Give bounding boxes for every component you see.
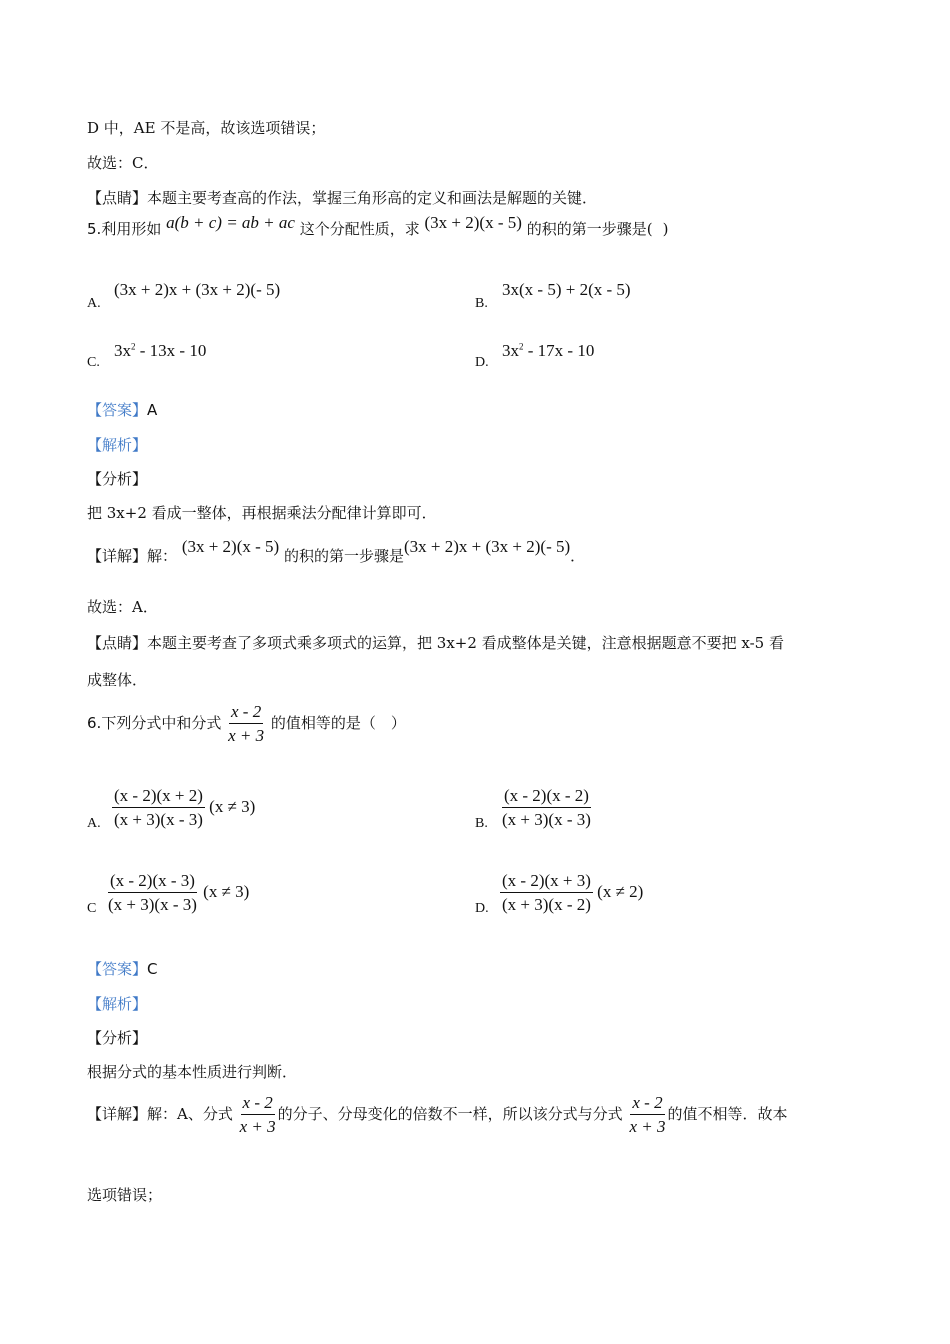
fraction-denominator: x + 3: [239, 1117, 276, 1136]
q6-option-c-fraction: [106, 871, 199, 915]
fraction-numerator: (x - 2)(x + 3): [500, 871, 593, 893]
q6-option-b: [500, 786, 593, 830]
line-d-option-wrong: D 中，AE 不是高，故该选项错误；: [87, 119, 326, 137]
q6-text-1: 下列分式中和分式: [101, 714, 222, 732]
fraction-numerator: (x - 2)(x - 3): [108, 871, 197, 893]
question-number: 6.: [87, 714, 102, 732]
detail-text-2: 的积的第一步骤是: [284, 547, 405, 565]
detail-tag: 【详解】: [87, 1105, 148, 1123]
line-choose-c: 故选：C．: [87, 154, 159, 172]
answer-tag: 【答案】: [87, 960, 148, 978]
q6-option-d: [500, 871, 643, 915]
fraction-denominator: x + 3: [629, 1117, 666, 1136]
detail-fraction-2: [627, 1093, 667, 1137]
q5-analysis-tag: 【解析】: [87, 436, 148, 454]
q6-option-a-fraction: [112, 786, 205, 830]
question-6-stem: [87, 702, 406, 746]
fraction-denominator: (x + 3)(x - 3): [108, 895, 197, 914]
q5-option-b-label: B.: [475, 296, 488, 311]
q5-dianjing-line1: 【点睛】本题主要考查了多项式乘多项式的运算，把 3x+2 看成整体是关键，注意根据题意不要把 x-5 看: [87, 634, 784, 652]
detail-text-3: 的值不相等．故本: [667, 1105, 788, 1123]
detail-text-1: 解：: [147, 547, 178, 565]
q5-choose: 故选：A．: [87, 598, 158, 616]
fraction-denominator: (x + 3)(x - 3): [502, 810, 591, 829]
fraction-numerator: x - 2: [241, 1093, 275, 1115]
q5-detail: [87, 537, 586, 566]
q5-option-c-expr: [114, 341, 206, 361]
q5-option-d-base: 3x: [502, 341, 519, 360]
q5-fenxi-tag: 【分析】: [87, 470, 148, 488]
q6-option-c-label: C: [87, 901, 97, 916]
q6-option-c-condition: (x ≠ 3): [203, 881, 250, 901]
detail-expr-2: (3x + 2)x + (3x + 2)(- 5): [404, 537, 571, 556]
q6-detail-line2: 选项错误；: [87, 1186, 163, 1204]
q6-detail: [87, 1093, 788, 1137]
q5-text-1: 利用形如: [101, 220, 162, 238]
q5-text-2: 这个分配性质，求: [299, 220, 420, 238]
question-5-stem: [87, 213, 669, 239]
q6-option-d-condition: (x ≠ 2): [597, 881, 644, 901]
q5-text-4: ): [662, 220, 669, 238]
q5-option-c-rest: - 13x - 10: [135, 341, 207, 360]
q5-option-b-expr: 3x(x - 5) + 2(x - 5): [502, 280, 631, 299]
answer-tag: 【答案】: [87, 401, 148, 419]
q6-option-a: [112, 786, 255, 830]
q6-option-d-label: D.: [475, 901, 489, 916]
q6-option-a-condition: (x ≠ 3): [209, 796, 256, 816]
q6-fenxi-tag: 【分析】: [87, 1029, 148, 1047]
q6-analysis-tag: 【解析】: [87, 995, 148, 1013]
fraction-numerator: x - 2: [229, 702, 263, 724]
q6-option-b-fraction: [500, 786, 593, 830]
question-number: 5.: [87, 220, 102, 238]
fraction-numerator: x - 2: [630, 1093, 664, 1115]
q5-option-c-base: 3x: [114, 341, 131, 360]
q6-fenxi-text: 根据分式的基本性质进行判断．: [87, 1063, 298, 1081]
q5-fenxi-text: 把 3x+2 看成一整体，再根据乘法分配律计算即可．: [87, 504, 437, 522]
fraction-denominator: x + 3: [228, 726, 265, 745]
detail-fraction-1: [238, 1093, 278, 1137]
q5-option-a-label: A.: [87, 296, 101, 311]
q6-answer: [87, 958, 158, 979]
answer-value: C: [147, 960, 158, 978]
line-dianjing-q4: 【点睛】本题主要考查高的作法，掌握三角形高的定义和画法是解题的关键．: [87, 189, 598, 207]
fraction-denominator: (x + 3)(x - 3): [114, 810, 203, 829]
q6-option-b-label: B.: [475, 816, 488, 831]
q5-text-3: 的积的第一步骤是(: [526, 220, 653, 238]
detail-expr-1: (3x + 2)(x - 5): [181, 537, 280, 556]
detail-text-2: 的分子、分母变化的倍数不一样，所以该分式与分式: [277, 1105, 623, 1123]
q6-text-2: 的值相等的是（ ）: [270, 714, 406, 732]
fraction-numerator: (x - 2)(x - 2): [502, 786, 591, 808]
q5-option-d-exponent: 2: [519, 341, 524, 352]
q5-option-d-label: D.: [475, 355, 489, 370]
q6-fraction: [226, 702, 266, 746]
fraction-numerator: (x - 2)(x + 2): [112, 786, 205, 808]
detail-text-1: 解：A、分式: [147, 1105, 233, 1123]
q5-option-c-label: C.: [87, 355, 100, 370]
q5-formula: a(b + c) = ab + ac: [166, 213, 295, 232]
q5-expression: (3x + 2)(x - 5): [424, 213, 522, 232]
q5-option-c-exponent: 2: [131, 341, 136, 352]
q5-dianjing-line2: 成整体．: [87, 671, 148, 689]
q6-option-c: [106, 871, 249, 915]
detail-tag: 【详解】: [87, 547, 148, 565]
q6-option-d-fraction: [500, 871, 593, 915]
q5-option-d-expr: [502, 341, 594, 361]
q6-option-a-label: A.: [87, 816, 101, 831]
q5-answer: [87, 399, 157, 420]
detail-text-3: ．: [570, 547, 586, 565]
answer-value: A: [147, 401, 158, 419]
fraction-denominator: (x + 3)(x - 2): [502, 895, 591, 914]
q5-option-a-expr: (3x + 2)x + (3x + 2)(- 5): [114, 280, 281, 299]
q5-option-d-rest: - 17x - 10: [523, 341, 595, 360]
